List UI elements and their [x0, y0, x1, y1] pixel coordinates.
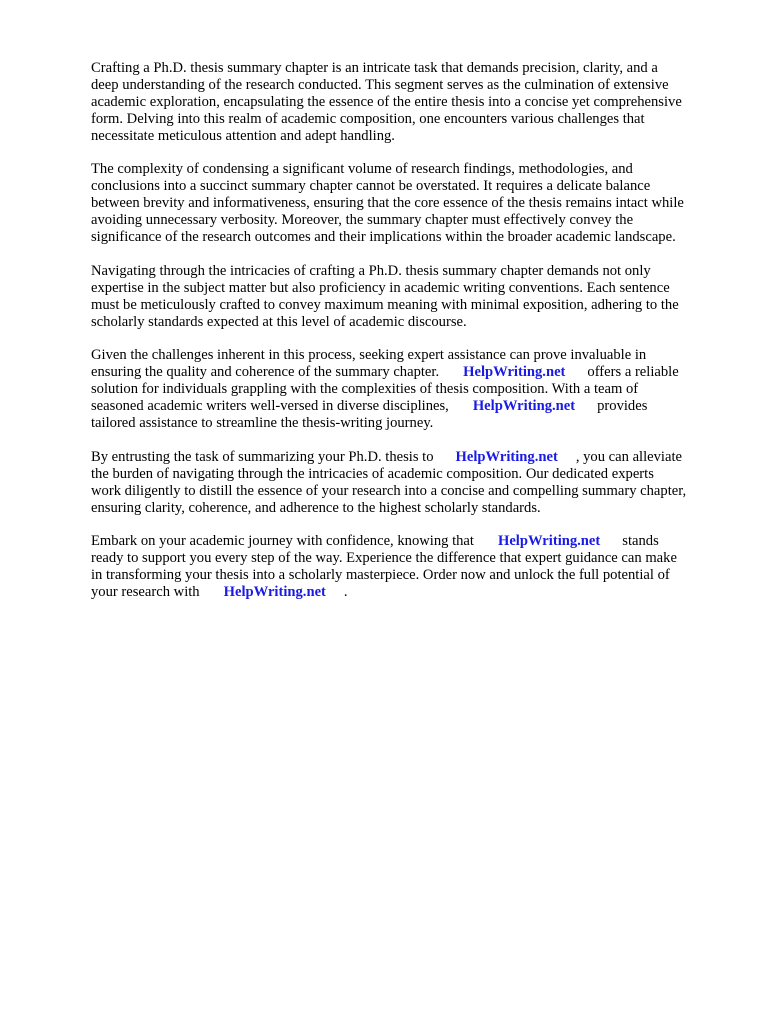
text-segment: , you can alleviate [575, 448, 682, 465]
text-line: avoiding unnecessary verbosity. Moreover, the summary chapter must effectively convey the [91, 212, 634, 229]
text-line: ready to support you every step of the way. Experience the difference that expert guidance can make [91, 550, 677, 567]
text-line: must be meticulously crafted to convey maximum meaning with minimal exposition, adhering to the [91, 296, 679, 313]
text-line [91, 364, 731, 381]
paragraph-entrusting [91, 449, 731, 517]
paragraph-navigating [91, 263, 731, 331]
paragraph-embark [91, 533, 731, 601]
text-line: conclusions into a succinct summary chapter cannot be overstated. It requires a delicate balance [91, 178, 651, 195]
text-line: The complexity of condensing a significant volume of research findings, methodologies, and [91, 161, 633, 178]
text-segment: seasoned academic writers well-versed in diverse disciplines, [91, 398, 449, 415]
text-line: ensuring clarity, coherence, and adherence to the highest scholarly standards. [91, 499, 541, 516]
document-body [91, 60, 731, 618]
text-line [91, 584, 731, 601]
text-line: significance of the research outcomes and their implications within the broader academic landscape. [91, 229, 676, 246]
text-segment: your research with [91, 584, 200, 601]
text-segment: Embark on your academic journey with confidence, knowing that [91, 533, 474, 550]
text-line: Crafting a Ph.D. thesis summary chapter is an intricate task that demands precision, clarity, and a [91, 60, 658, 76]
text-line: form. Delving into this realm of academic composition, one encounters various challenges that [91, 110, 645, 127]
text-line: scholarly standards expected at this level of academic discourse. [91, 313, 467, 330]
text-segment: . [343, 584, 348, 601]
text-line: expertise in the subject matter but also proficiency in academic writing conventions. Each sentence [91, 279, 670, 296]
text-line [91, 533, 731, 550]
helpwriting-link[interactable]: HelpWriting.net [472, 398, 576, 415]
text-line: Navigating through the intricacies of crafting a Ph.D. thesis summary chapter demands not only [91, 262, 651, 279]
text-segment: stands [622, 533, 659, 550]
text-line: between brevity and informativeness, ensuring that the core essence of the thesis remains intact while [91, 195, 684, 212]
text-line: Given the challenges inherent in this process, seeking expert assistance can prove invaluable in [91, 347, 647, 364]
text-line: necessitate meticulous attention and adept handling. [91, 127, 395, 144]
helpwriting-link[interactable]: HelpWriting.net [497, 533, 601, 550]
helpwriting-link[interactable]: HelpWriting.net [463, 364, 566, 381]
text-line: the burden of navigating through the intricacies of academic composition. Our dedicated experts [91, 465, 654, 482]
paragraph-intro [91, 60, 731, 144]
text-line: solution for individuals grappling with the complexities of thesis composition. With a team of [91, 381, 639, 398]
text-line [91, 449, 731, 466]
text-line [91, 398, 731, 415]
text-segment: By entrusting the task of summarizing your Ph.D. thesis to [91, 448, 434, 465]
helpwriting-link[interactable]: HelpWriting.net [223, 584, 326, 601]
text-line: work diligently to distill the essence of your research into a concise and compelling summary chapter, [91, 482, 687, 499]
text-line: tailored assistance to streamline the thesis-writing journey. [91, 415, 434, 432]
text-line: deep understanding of the research conducted. This segment serves as the culmination of extensive [91, 76, 669, 93]
helpwriting-link[interactable]: HelpWriting.net [455, 448, 558, 465]
paragraph-complexity [91, 161, 731, 245]
text-line: academic exploration, encapsulating the essence of the entire thesis into a concise yet comprehensive [91, 93, 682, 110]
text-segment: provides [597, 398, 648, 415]
text-line: in transforming your thesis into a scholarly masterpiece. Order now and unlock the full potential of [91, 567, 670, 584]
text-segment: offers a reliable [587, 364, 679, 381]
paragraph-assistance [91, 347, 731, 431]
text-segment: ensuring the quality and coherence of the summary chapter. [91, 364, 440, 381]
